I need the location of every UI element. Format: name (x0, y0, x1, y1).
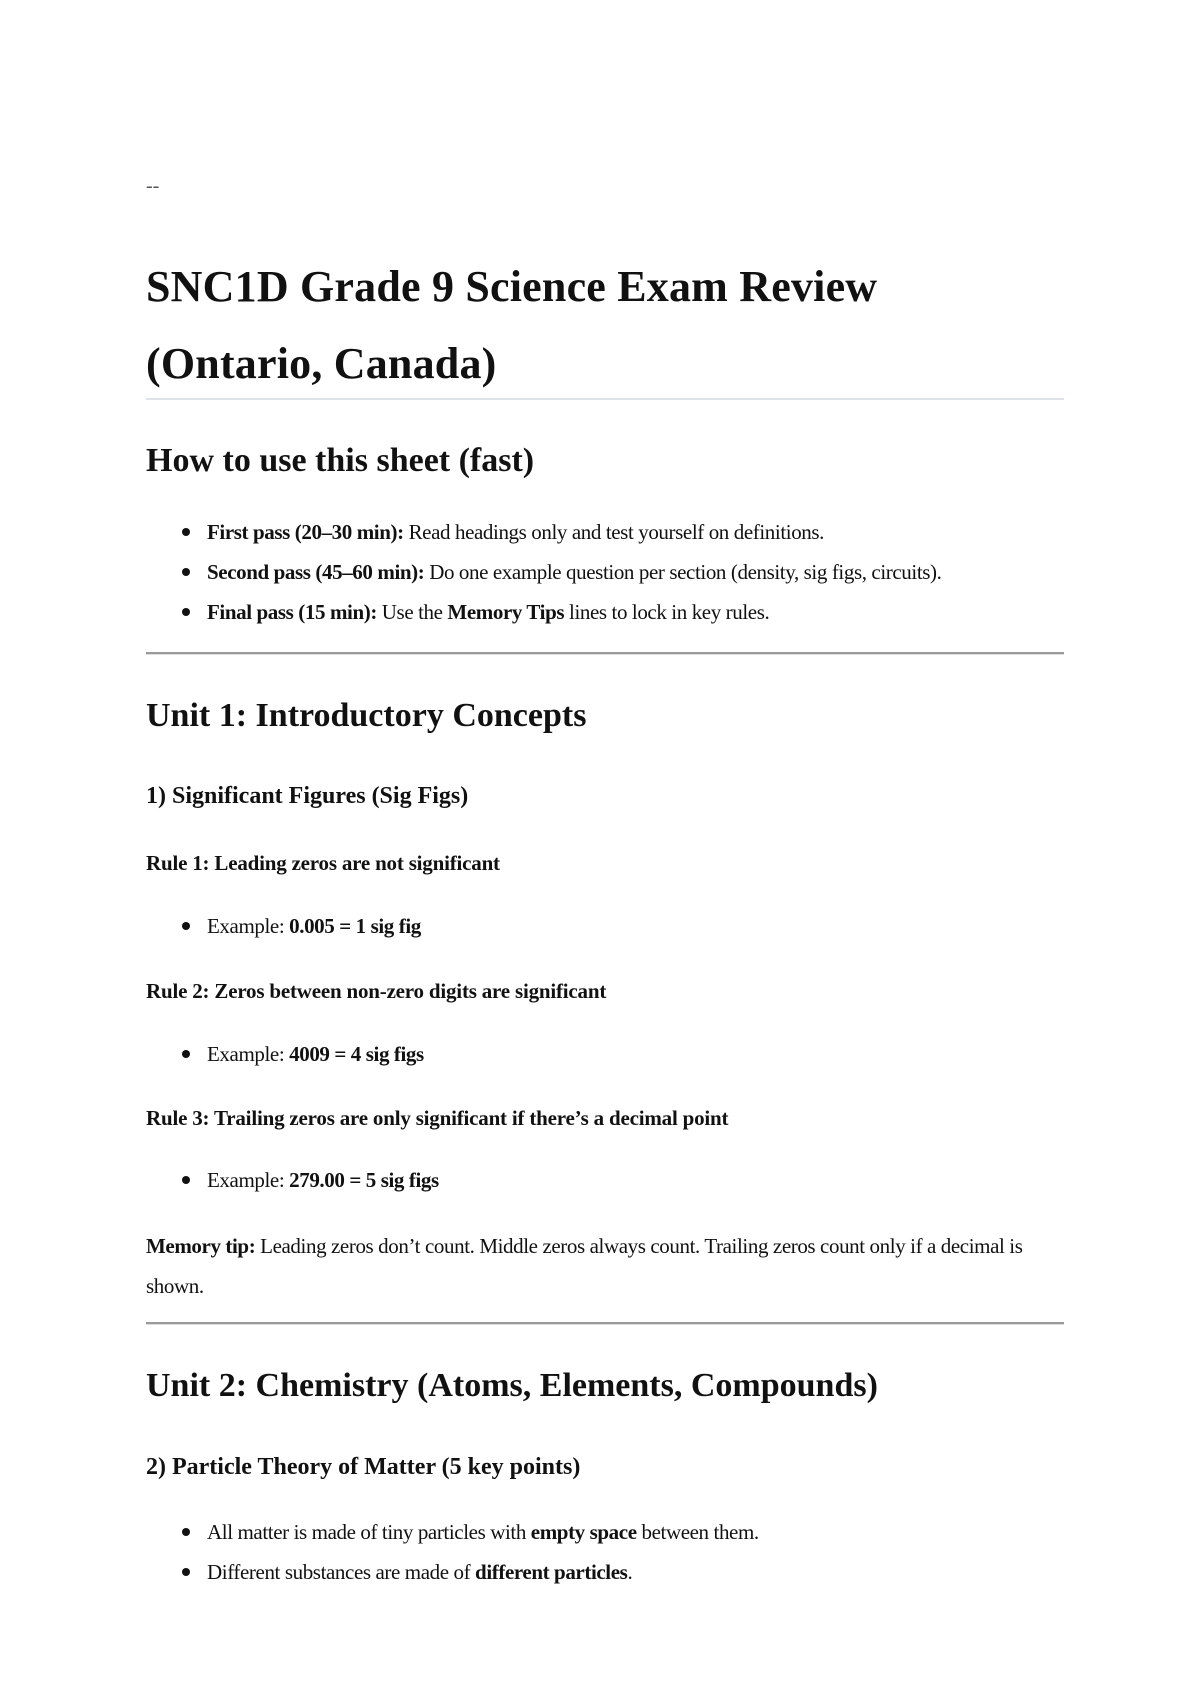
list-item (146, 552, 941, 592)
memory-tip-text: Leading zeros don’t count. Middle zeros always count. Trailing zeros count only if a decimal is shown. (146, 1234, 1023, 1298)
rule-title: Rule 1: Leading zeros are not significant (146, 851, 500, 875)
item-emphasis: Memory Tips (447, 600, 565, 624)
bullet-icon (182, 568, 190, 576)
unit2-heading: Unit 2: Chemistry (Atoms, Elements, Compounds) (146, 1367, 878, 1404)
rule-example-list (146, 1160, 439, 1200)
item-label: Final pass (15 min): (207, 600, 377, 624)
bullet-icon (182, 528, 190, 536)
example-value: 0.005 = 1 sig fig (289, 914, 421, 938)
rule-title: Rule 2: Zeros between non-zero digits are significant (146, 979, 607, 1003)
example-value: 279.00 = 5 sig figs (289, 1168, 439, 1192)
section-divider (146, 1322, 1064, 1324)
section-divider (146, 652, 1064, 654)
point-text: Different substances are made of (207, 1560, 476, 1584)
point-text: . (627, 1560, 633, 1584)
list-item (146, 1552, 759, 1592)
bullet-icon (182, 1568, 190, 1576)
memory-tip-label: Memory tip: (146, 1234, 256, 1258)
unit2-section-title: 2) Particle Theory of Matter (5 key points) (146, 1454, 581, 1480)
item-text: Read headings only and test yourself on definitions. (403, 520, 825, 544)
how-to-list (146, 512, 941, 632)
how-to-heading: How to use this sheet (fast) (146, 442, 535, 479)
item-text: Do one example question per section (density, sig figs, circuits). (424, 560, 942, 584)
top-marker: -- (146, 175, 160, 197)
bullet-icon (182, 922, 190, 930)
particle-theory-list (146, 1512, 759, 1592)
example-label: Example: (207, 914, 290, 938)
list-item (146, 512, 941, 552)
point-emphasis: different particles (475, 1560, 628, 1584)
point-emphasis: empty space (530, 1520, 637, 1544)
list-item (146, 1034, 424, 1074)
point-text: between them. (636, 1520, 759, 1544)
example-label: Example: (207, 1168, 290, 1192)
title-divider (146, 398, 1064, 400)
rule-example-list (146, 1034, 424, 1074)
point-text: All matter is made of tiny particles with (207, 1520, 531, 1544)
bullet-icon (182, 1050, 190, 1058)
unit1-heading: Unit 1: Introductory Concepts (146, 697, 587, 734)
list-item (146, 1512, 759, 1552)
list-item (146, 906, 421, 946)
page-title: SNC1D Grade 9 Science Exam Review (Ontario, Canada) (146, 262, 878, 388)
item-label: Second pass (45–60 min): (207, 560, 425, 584)
item-text: lines to lock in key rules. (564, 600, 770, 624)
unit1-section-title: 1) Significant Figures (Sig Figs) (146, 783, 469, 809)
example-label: Example: (207, 1042, 290, 1066)
memory-tip (146, 1226, 1064, 1306)
list-item (146, 592, 941, 632)
rule-title: Rule 3: Trailing zeros are only significant if there’s a decimal point (146, 1106, 729, 1130)
bullet-icon (182, 608, 190, 616)
example-value: 4009 = 4 sig figs (289, 1042, 424, 1066)
item-label: First pass (20–30 min): (207, 520, 404, 544)
bullet-icon (182, 1528, 190, 1536)
rule-example-list (146, 906, 421, 946)
item-text: Use the (376, 600, 448, 624)
list-item (146, 1160, 439, 1200)
bullet-icon (182, 1176, 190, 1184)
